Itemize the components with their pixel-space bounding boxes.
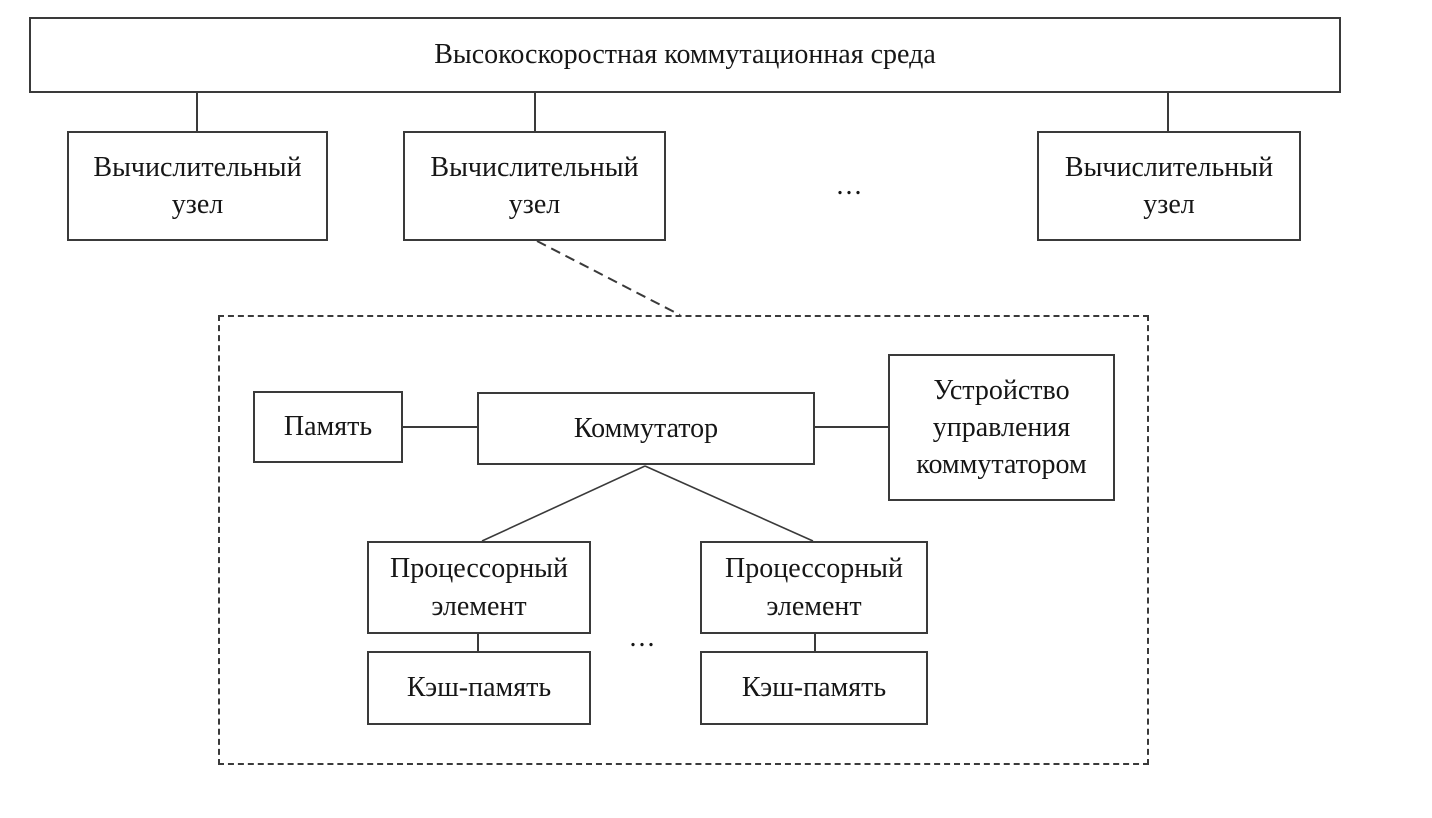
compute-node-box-2 <box>403 131 666 241</box>
processor-element-box-2 <box>700 541 928 634</box>
callout-dashed-line <box>537 241 680 315</box>
switch-controller-box <box>888 354 1115 501</box>
connector-switch-pe2 <box>645 466 813 541</box>
cache-memory-box-1 <box>367 651 591 725</box>
pe-ellipsis: ... <box>629 622 657 653</box>
compute-node-box-1 <box>67 131 328 241</box>
connector-switch-pe1 <box>482 466 645 541</box>
cache-memory-box-2 <box>700 651 928 725</box>
processor-element-label: Процессорный элемент <box>390 553 568 622</box>
switch-box <box>477 392 815 465</box>
compute-node-label: Вычислительный узел <box>93 151 302 220</box>
compute-node-label: Вычислительный узел <box>430 151 639 220</box>
nodes-ellipsis: ... <box>836 170 864 201</box>
switch-controller-label: Устройство управления коммутатором <box>916 374 1087 481</box>
memory-label: Память <box>283 411 373 443</box>
interconnect-label: Высокоскоростная коммутационная среда <box>434 39 936 71</box>
compute-node-label: Вычислительный узел <box>1064 151 1274 220</box>
compute-node-box-3 <box>1037 131 1301 241</box>
cache-memory-label: Кэш-память <box>406 672 552 704</box>
processor-element-box-1 <box>367 541 591 634</box>
memory-box <box>253 391 403 463</box>
switch-label: Коммутатор <box>573 412 719 444</box>
interconnect-box <box>29 17 1341 93</box>
cache-memory-label: Кэш-память <box>741 672 887 704</box>
processor-element-label: Процессорный элемент <box>725 553 903 622</box>
